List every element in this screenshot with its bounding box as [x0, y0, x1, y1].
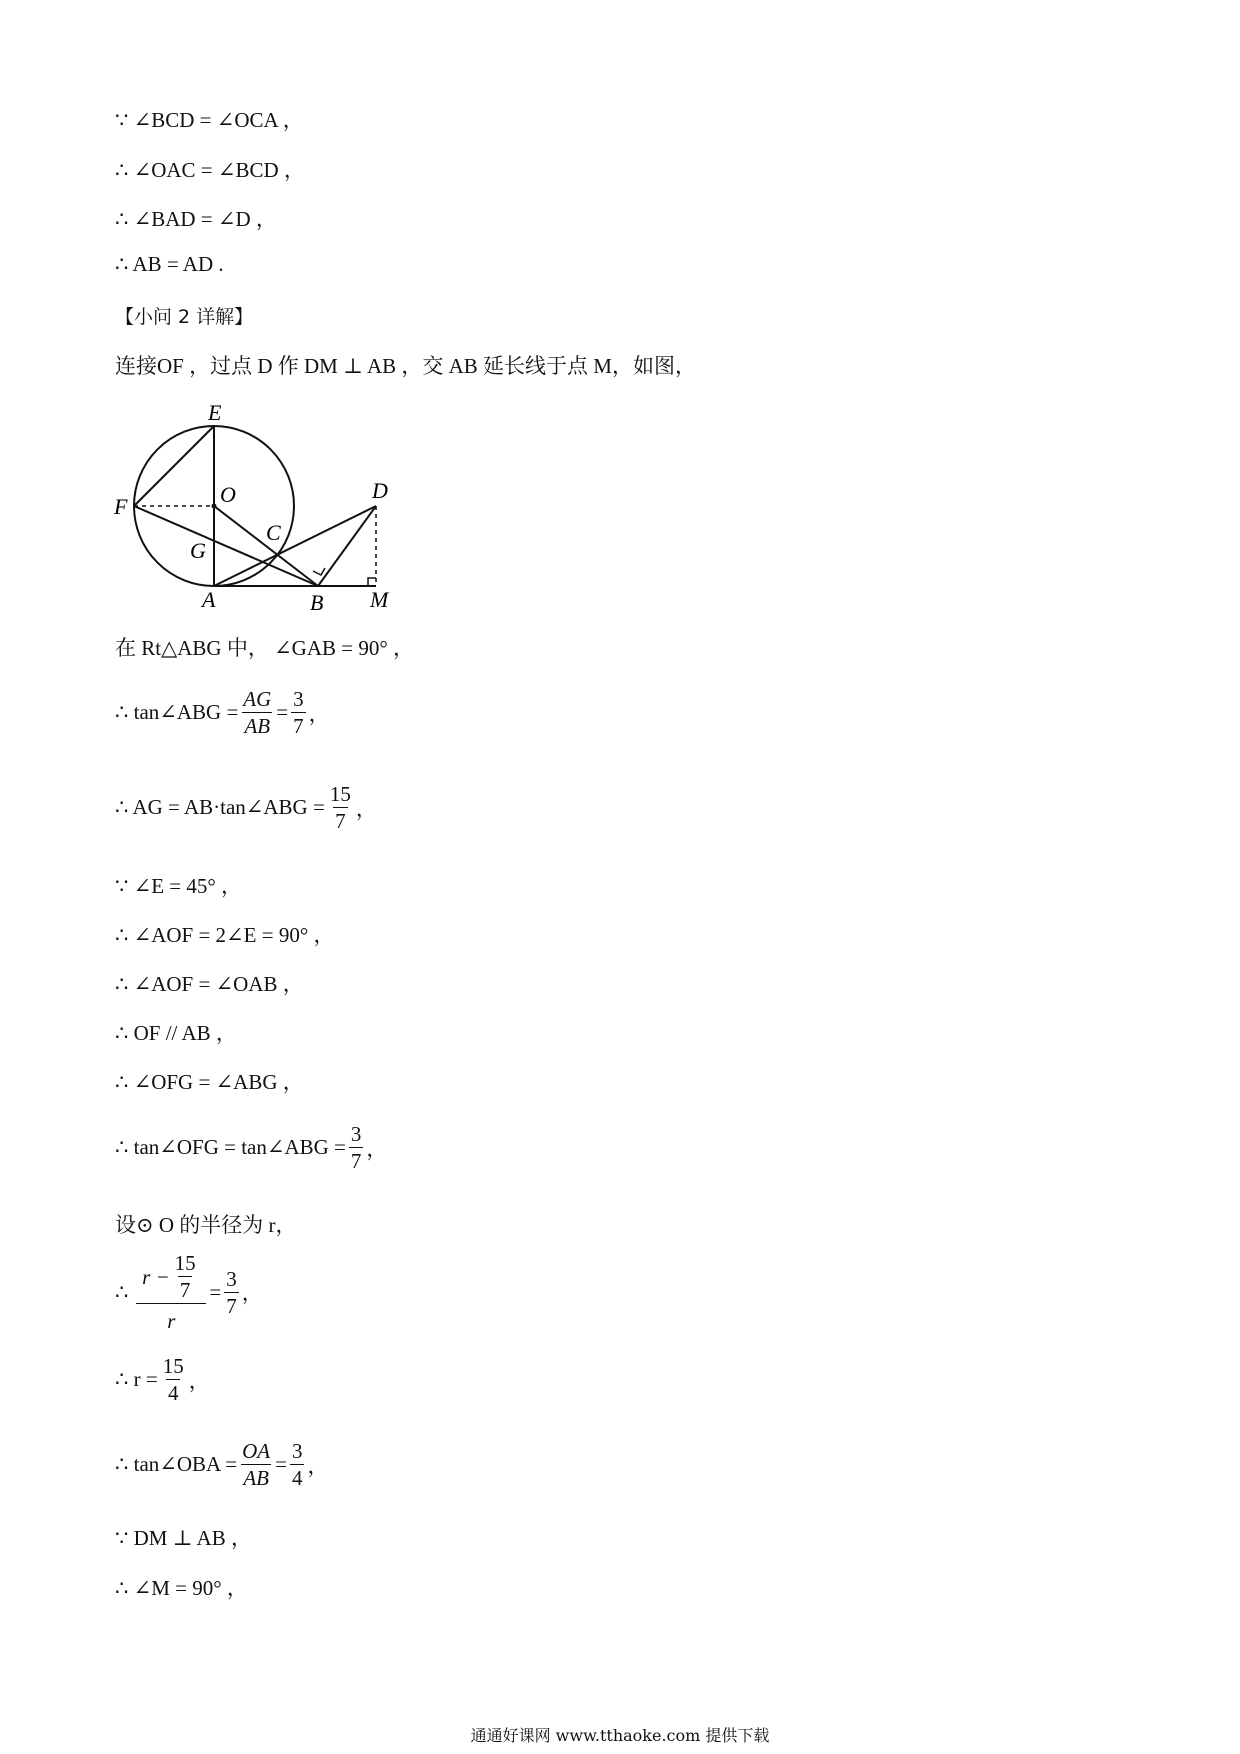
formula-tan-abg [115, 688, 330, 737]
formula-lead: ∴ AG = AB·tan∠ABG = [115, 795, 325, 820]
step-line: ∴ ∠BAD = ∠D ， [115, 207, 277, 231]
step-line: ∴ ∠OFG = ∠ABG ， [115, 1070, 304, 1094]
step-line: ∴ ∠AOF = ∠OAB ， [115, 972, 304, 996]
numerator: 3 [291, 1439, 303, 1463]
formula-lead: ∴ [115, 1279, 129, 1304]
formula-tail: ， [241, 1281, 263, 1306]
formula-lead: ∴ r = [115, 1367, 158, 1392]
formula-lead: ∴ tan∠OFG = tan∠ABG = [115, 1135, 346, 1160]
step-line: ∴ AB = AD . [115, 252, 224, 276]
label-a: A [202, 587, 216, 612]
denominator: 7 [226, 1293, 237, 1318]
formula-r [115, 1355, 210, 1404]
fraction-3-7 [349, 1123, 364, 1172]
formula-lead: ∴ tan∠ABG = [115, 700, 239, 725]
fraction-15-7 [173, 1252, 198, 1301]
formula-tail: ， [366, 1136, 388, 1161]
numerator: 15 [174, 1251, 196, 1275]
denominator: AB [244, 714, 271, 739]
inner-lead: r − [142, 1264, 170, 1289]
formula-tail: ， [307, 1453, 329, 1478]
denominator: 4 [291, 1466, 303, 1491]
numerator: 3 [350, 1122, 362, 1146]
formula-lead: ∴ tan∠OBA = [115, 1452, 238, 1477]
geometry-figure [110, 390, 410, 612]
formula-radius-equation [115, 1252, 263, 1332]
denominator: 7 [179, 1278, 191, 1303]
denominator: 4 [167, 1381, 179, 1406]
formula-tan-oba [115, 1440, 328, 1489]
step-line: ∵ DM ⊥ AB ， [115, 1526, 252, 1550]
formula-tail: ， [308, 701, 330, 726]
label-c: C [266, 520, 281, 545]
denominator: 7 [335, 809, 346, 834]
segment-bd [318, 506, 376, 586]
equals-sign: = [275, 1452, 287, 1477]
numerator: 3 [226, 1266, 237, 1291]
step-line: ∴ ∠AOF = 2∠E = 90° ， [115, 923, 335, 947]
formula-tail: ， [355, 796, 377, 821]
formula-tan-ofg [115, 1123, 387, 1172]
fraction-15-7 [328, 783, 353, 832]
formula-tail: ， [188, 1368, 210, 1393]
denominator: AB [243, 1466, 269, 1491]
point-o [212, 504, 217, 509]
step-line: 设⊙ O 的半径为 r， [115, 1213, 297, 1237]
label-m: M [370, 587, 389, 612]
segment-fe [134, 426, 214, 506]
fraction-3-7 [224, 1268, 239, 1317]
step-line: ∴ ∠M = 90° ， [115, 1576, 248, 1600]
step-line: 连接OF ，过点 D 作 DM ⊥ AB ，交 AB 延长线于点 M，如图， [115, 354, 696, 378]
fraction-3-4 [290, 1440, 305, 1489]
denominator: 7 [350, 1149, 362, 1174]
right-angle-mark-m [368, 578, 376, 586]
label-d: D [372, 478, 388, 503]
segment-ob [214, 506, 318, 586]
step-line: 在 Rt△ABG 中， ∠GAB = 90° ， [115, 636, 415, 660]
compound-numerator [140, 1252, 203, 1303]
page-footer: 通通好课网 www.tthaoke.com 提供下载 [470, 1726, 770, 1745]
step-line: ∵ ∠BCD = ∠OCA ， [115, 108, 304, 132]
numerator: 15 [162, 1354, 184, 1378]
step-line: ∴ ∠OAC = ∠BCD ， [115, 158, 305, 182]
label-b: B [310, 590, 324, 612]
label-e: E [208, 400, 222, 425]
formula-ag [115, 783, 377, 832]
segment-fb [134, 506, 318, 586]
fraction-oa-ab [240, 1440, 272, 1489]
fraction-15-4 [161, 1355, 186, 1404]
section-heading: 【小问 2 详解】 [115, 306, 254, 328]
numerator: AG [243, 687, 272, 711]
step-line: ∵ ∠E = 45° ， [115, 874, 243, 898]
fraction-3-7 [291, 688, 306, 737]
compound-denominator: r [136, 1303, 206, 1332]
equals-sign: = [209, 1279, 222, 1304]
numerator: 15 [329, 782, 351, 806]
label-g: G [190, 538, 206, 563]
numerator: 3 [293, 687, 304, 711]
fraction-compound [136, 1252, 206, 1332]
equals-sign: = [276, 700, 289, 725]
fraction-ag-ab [241, 688, 273, 737]
denominator: 7 [293, 714, 304, 739]
numerator: OA [242, 1439, 271, 1463]
label-o: O [220, 482, 236, 507]
right-angle-mark-c [313, 568, 325, 575]
step-line: ∴ OF // AB ， [115, 1021, 237, 1045]
segment-ad [214, 506, 376, 586]
label-f: F [114, 494, 128, 519]
